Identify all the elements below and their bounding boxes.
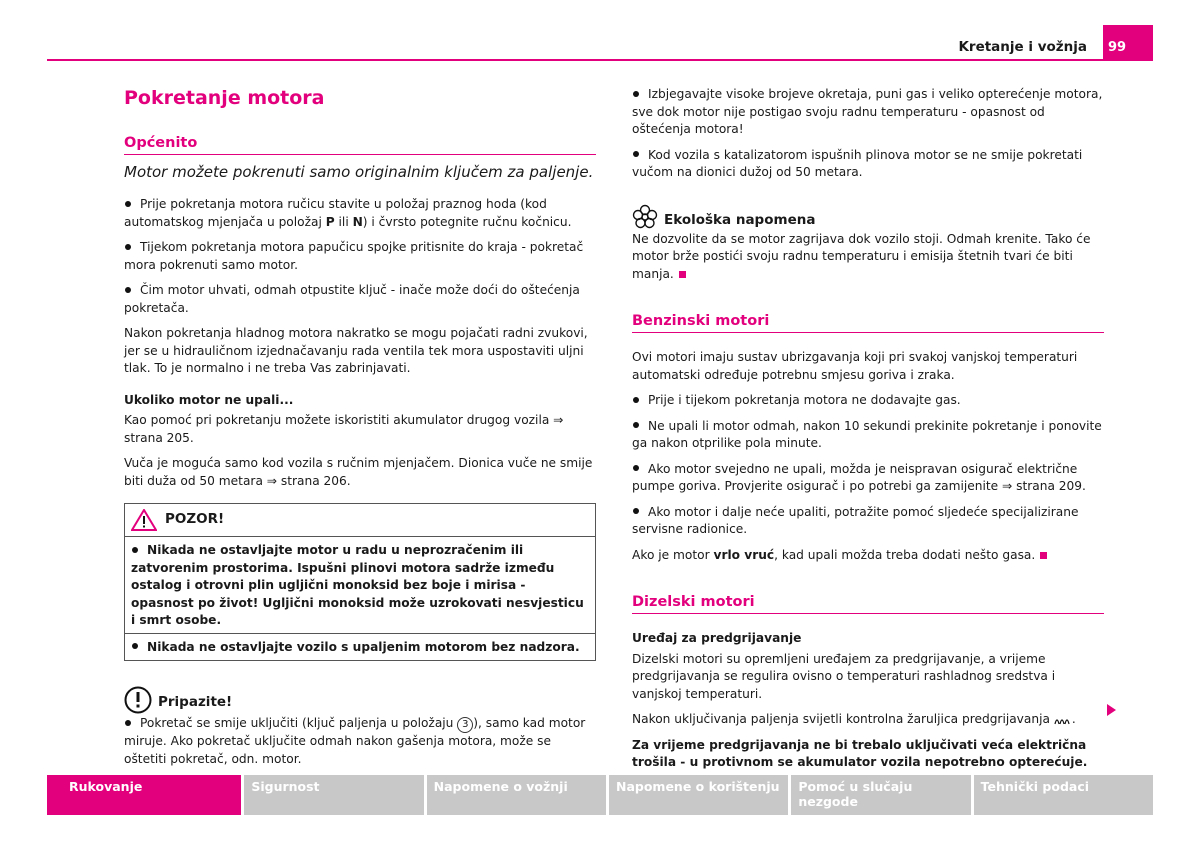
caution-label: Pripazite! (158, 694, 233, 711)
warning-item: Nikada ne ostavljajte vozilo s upaljenim motorom bez nadzora. (125, 633, 595, 657)
paragraph: Vuča je moguća samo kod vozila s ručnim mjenjačem. Dionica vuče ne smije biti duža od 50 metara ⇒ strana 206. (124, 456, 593, 488)
paragraph: Nakon pokretanja hladnog motora nakratko se mogu pojačati radni zvukovi, jer se u hidrauličnom izjednačavanju rada ventila tek mora uspostaviti uljni tlak. To je normalno i ne treba Vas zabrinjavati. (124, 326, 588, 375)
end-square-icon (1040, 552, 1047, 559)
eco-note-text: Ne dozvolite da se motor zagrijava dok vozilo stoji. Odmah krenite. Tako će motor brže postići svoju radnu temperaturu i emisija štetnih tvari će biti manja. (632, 231, 1091, 281)
glow-plug-icon (1054, 715, 1072, 725)
paragraph: Ovi motori imaju sustav ubrizgavanja koji pri svakoj vanjskoj temperaturi automatski određuje potrebnu smjesu goriva i zraka. (632, 350, 1078, 382)
caution-text: Pokretač se smije uključiti (ključ paljenja u položaju 3 ), samo kad motor miruje. Ako pokretač uključite odmah nakon gašenja motora, može se oštetiti pokretač, odn. motor. (124, 716, 586, 766)
warning-triangle-icon (131, 509, 157, 531)
bullet-dot-icon (125, 244, 131, 250)
warning-box (124, 503, 596, 661)
footer-tab-napomene-o-voznji[interactable]: Napomene o vožnji (427, 775, 606, 815)
paragraph-bold: Za vrijeme predgrijavanja ne bi trebalo uključivati veća električna trošila - u protivnom se akumulator vozila nepotrebno opterećuje. (632, 737, 1088, 769)
warning-body (125, 537, 595, 660)
bullet-item: Ne upali li motor odmah, nakon 10 sekundi prekinite pokretanje i ponovite ga nakon otprilike pola minute. (632, 418, 1102, 450)
subheading-preheating: Uređaj za predgrijavanje (632, 631, 802, 645)
warning-header (125, 504, 595, 537)
header-rule (47, 59, 1153, 61)
footer-tab-napomene-o-koristenju[interactable]: Napomene o korištenju (609, 775, 788, 815)
footer-tab-rukovanje[interactable]: Rukovanje (47, 775, 241, 815)
running-header: Kretanje i vožnja (958, 39, 1087, 55)
bullet-dot-icon (633, 508, 639, 514)
lead-text: Motor možete pokrenuti samo originalnim ključem za paljenje. (124, 163, 594, 181)
caution-exclamation-icon (124, 686, 152, 714)
eco-note-header (632, 204, 1104, 230)
subheading-no-start: Ukoliko motor ne upali... (124, 392, 294, 407)
bullet-dot-icon (125, 287, 131, 293)
right-column (632, 86, 1104, 780)
page-title: Pokretanje motora (124, 87, 325, 109)
bullet-dot-icon (125, 720, 131, 726)
footer-tab-sigurnost[interactable]: Sigurnost (244, 775, 423, 815)
section-heading-general: Općenito (124, 133, 596, 155)
page-number: 99 (1103, 25, 1153, 61)
bullet-item: Izbjegavajte visoke brojeve okretaja, puni gas i veliko opterećenje motora, sve dok motor nije postigao svoju radnu temperaturu - opasnost od oštećenja motora! (632, 87, 1103, 136)
bullet-dot-icon (132, 547, 138, 553)
eco-note-label: Ekološka napomena (664, 212, 816, 228)
key-position-icon: 3 (457, 717, 473, 733)
paragraph: Ako je motor vrlo vruć, kad upali možda treba dodati nešto gasa. (632, 547, 1104, 565)
end-square-icon (679, 271, 686, 278)
warning-label: POZOR! (165, 511, 225, 528)
bullet-dot-icon (633, 465, 639, 471)
left-column (124, 86, 596, 776)
bullet-dot-icon (633, 422, 639, 428)
bullet-dot-icon (633, 397, 639, 403)
bullet-dot-icon (633, 91, 639, 97)
paragraph: Dizelski motori su opremljeni uređajem za predgrijavanje, a vrijeme predgrijavanja se regulira ovisno o temperaturi rashladnog sredstva i vanjskoj temperaturi. (632, 651, 1056, 701)
section-heading-petrol: Benzinski motori (632, 311, 1104, 333)
warning-item: Nikada ne ostavljajte motor u radu u neprozračenim ili zatvorenim prostorima. Ispušni plinovi motora sadrže između ostalog i otrovni plin ugljični monoksid bez boje i mirisa - opasnost po život! Ugljični monoksid može uzrokovati nesvjesticu i smrt osobe. (131, 543, 584, 627)
bullet-dot-icon (132, 643, 138, 649)
bullet-item: Prije pokretanja motora ručicu stavite u položaj praznog hoda (kod automatskog mjenjača u položaj P ili N) i čvrsto potegnite ručnu kočnicu. (124, 197, 572, 229)
section-heading-diesel: Dizelski motori (632, 592, 1104, 614)
bullet-item: Čim motor uhvati, odmah otpustite ključ - inače može doći do oštećenja pokretača. (124, 283, 580, 315)
eco-flower-icon (632, 204, 658, 230)
paragraph: Nakon uključivanja paljenja svijetli kontrolna žaruljica predgrijavanja . (632, 712, 1076, 726)
bullet-dot-icon (125, 201, 131, 207)
footer-navigation (47, 775, 1153, 815)
bullet-item: Kod vozila s katalizatorom ispušnih plinova motor se ne smije pokretati vučom na dionici dužoj od 50 metara. (632, 147, 1083, 179)
footer-tab-tehnicki-podaci[interactable]: Tehnički podaci (974, 775, 1153, 815)
bullet-item: Ako motor svejedno ne upali, možda je neispravan osigurač električne pumpe goriva. Provjerite osigurač i po potrebi ga zamijenite ⇒ strana 209. (632, 461, 1086, 493)
bullet-dot-icon (633, 151, 639, 157)
caution-header (124, 686, 596, 714)
footer-tab-pomoc-u-slucaju-nezgode[interactable]: Pomoć u slučaju nezgode (791, 775, 970, 815)
next-page-arrow-icon (1107, 704, 1116, 716)
bullet-item: Tijekom pokretanja motora papučicu spojke pritisnite do kraja - pokretač mora pokrenuti samo motor. (124, 240, 584, 272)
bullet-item: Ako motor i dalje neće upaliti, potražite pomoć sljedeće specijalizirane servisne radionice. (632, 504, 1079, 536)
paragraph: Kao pomoć pri pokretanju možete iskoristiti akumulator drugog vozila ⇒ strana 205. (124, 413, 564, 445)
bullet-item: Prije i tijekom pokretanja motora ne dodavajte gas. (632, 392, 1104, 410)
